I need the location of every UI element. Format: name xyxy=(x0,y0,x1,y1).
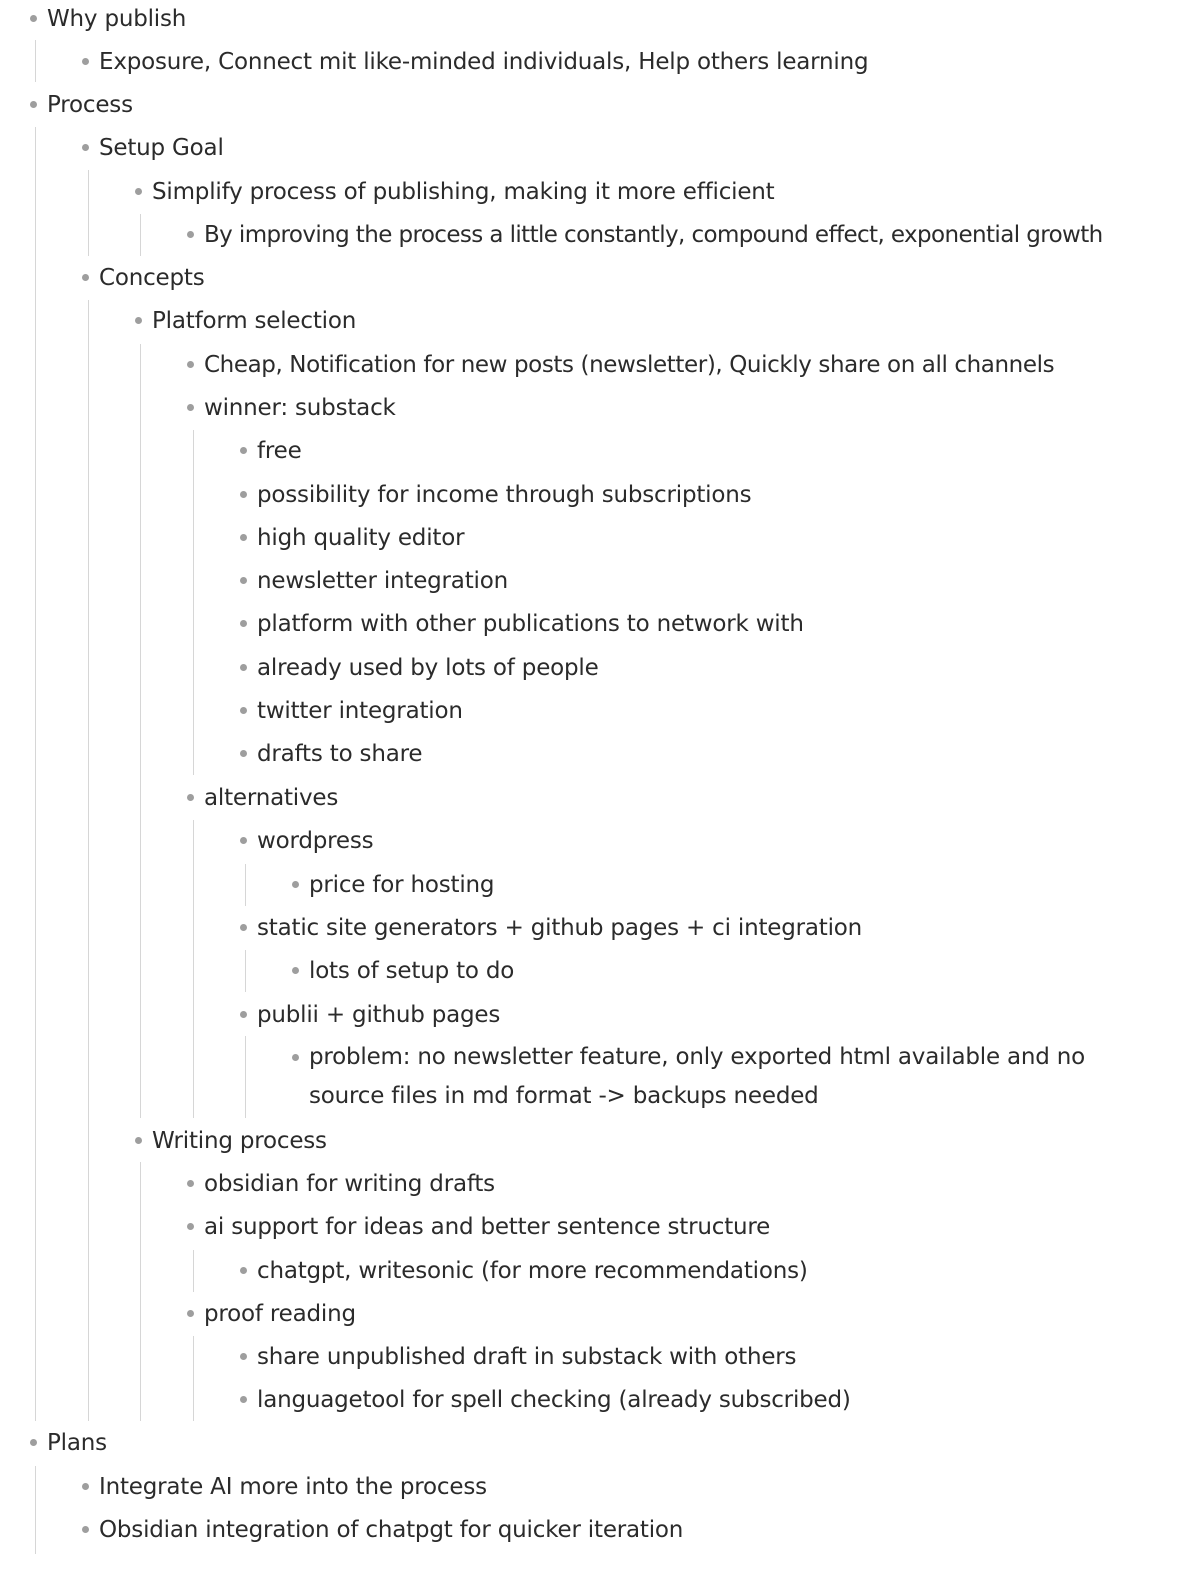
list-item-text[interactable]: problem: no newsletter feature, only exported html available and no source files in md format -> backups needed xyxy=(309,1044,1086,1109)
bullet-icon[interactable] xyxy=(135,317,142,324)
bullet-icon[interactable] xyxy=(240,1353,247,1360)
list-item-twitter-integration[interactable] xyxy=(238,692,1168,736)
indent-guide xyxy=(88,170,89,256)
list-item-text[interactable]: Exposure, Connect mit like-minded individuals, Help others learning xyxy=(99,49,869,75)
bullet-icon[interactable] xyxy=(30,1439,37,1446)
list-item-text[interactable]: Platform selection xyxy=(152,308,357,334)
bullet-icon[interactable] xyxy=(82,1526,89,1533)
list-item-winner-substack[interactable] xyxy=(185,389,1175,433)
list-item-simplify-process[interactable] xyxy=(133,173,1173,217)
list-item-text[interactable]: Why publish xyxy=(47,6,187,32)
list-item-free[interactable] xyxy=(238,432,1168,476)
bullet-icon[interactable] xyxy=(240,1396,247,1403)
list-item-text[interactable]: Simplify process of publishing, making it more efficient xyxy=(152,179,775,205)
list-item-editor[interactable] xyxy=(238,519,1168,563)
list-item-text[interactable]: proof reading xyxy=(204,1301,356,1327)
bullet-icon[interactable] xyxy=(135,188,142,195)
bullet-icon[interactable] xyxy=(82,274,89,281)
list-item-static-site[interactable] xyxy=(238,909,1168,953)
list-item-text[interactable]: languagetool for spell checking (already subscribed) xyxy=(257,1387,851,1413)
list-item-price-hosting[interactable] xyxy=(290,866,1170,910)
list-item-text[interactable]: By improving the process a little constantly, compound effect, exponential growth xyxy=(204,222,1103,248)
list-item-setup-goal[interactable] xyxy=(80,129,1170,173)
bullet-icon[interactable] xyxy=(240,491,247,498)
list-item-text[interactable]: possibility for income through subscriptions xyxy=(257,482,752,508)
bullet-icon[interactable] xyxy=(240,1011,247,1018)
bullet-icon[interactable] xyxy=(187,231,194,238)
bullet-icon[interactable] xyxy=(240,750,247,757)
indent-guide xyxy=(140,214,141,256)
list-item-obsidian-drafts[interactable] xyxy=(185,1165,1175,1209)
bullet-icon[interactable] xyxy=(240,664,247,671)
bullet-icon[interactable] xyxy=(82,144,89,151)
list-item-text[interactable]: obsidian for writing drafts xyxy=(204,1171,495,1197)
list-item-text[interactable]: lots of setup to do xyxy=(309,958,515,984)
indent-guide xyxy=(193,820,194,1118)
indent-guide xyxy=(245,1036,246,1118)
list-item-newsletter-integration[interactable] xyxy=(238,562,1168,606)
bullet-icon[interactable] xyxy=(240,577,247,584)
bullet-icon[interactable] xyxy=(292,967,299,974)
bullet-icon[interactable] xyxy=(30,101,37,108)
list-item-text[interactable]: Integrate AI more into the process xyxy=(99,1474,487,1500)
bullet-icon[interactable] xyxy=(135,1137,142,1144)
list-item-writing-process[interactable] xyxy=(133,1122,1173,1166)
list-item-text[interactable]: publii + github pages xyxy=(257,1002,501,1028)
list-item-obsidian-chatgpt[interactable] xyxy=(80,1511,1170,1555)
list-item-process[interactable] xyxy=(28,86,1168,130)
bullet-icon[interactable] xyxy=(187,1310,194,1317)
bullet-icon[interactable] xyxy=(187,1223,194,1230)
list-item-text[interactable]: alternatives xyxy=(204,785,339,811)
bullet-icon[interactable] xyxy=(292,1054,299,1061)
list-item-concepts[interactable] xyxy=(80,259,1170,303)
bullet-icon[interactable] xyxy=(187,361,194,368)
list-item-network[interactable] xyxy=(238,605,1168,649)
bullet-icon[interactable] xyxy=(82,1483,89,1490)
bullet-icon[interactable] xyxy=(187,1180,194,1187)
list-item-text[interactable]: Writing process xyxy=(152,1128,327,1154)
indent-guide xyxy=(193,1336,194,1421)
list-item-text[interactable]: already used by lots of people xyxy=(257,655,599,681)
indent-guide xyxy=(193,430,194,775)
indent-guide xyxy=(88,300,89,1421)
list-item-text[interactable]: Plans xyxy=(47,1430,107,1456)
bullet-icon[interactable] xyxy=(240,534,247,541)
list-item-chatgpt-writesonic[interactable] xyxy=(238,1252,1168,1296)
indent-guide xyxy=(35,40,36,82)
list-item-platform-selection[interactable] xyxy=(133,302,1173,346)
list-item-lots-of-people[interactable] xyxy=(238,649,1168,693)
indent-guide xyxy=(35,1466,36,1554)
list-item-share-draft[interactable] xyxy=(238,1338,1168,1382)
bullet-icon[interactable] xyxy=(240,707,247,714)
list-item-text[interactable]: chatgpt, writesonic (for more recommendations) xyxy=(257,1258,808,1284)
list-item-publii[interactable] xyxy=(238,996,1168,1040)
bullet-icon[interactable] xyxy=(82,58,89,65)
list-item-text[interactable]: twitter integration xyxy=(257,698,463,724)
bullet-icon[interactable] xyxy=(30,15,37,22)
list-item-text[interactable]: ai support for ideas and better sentence structure xyxy=(204,1214,771,1240)
bullet-icon[interactable] xyxy=(187,794,194,801)
list-item-alternatives[interactable] xyxy=(185,779,1175,823)
list-item-text[interactable]: winner: substack xyxy=(204,395,396,421)
bullet-icon[interactable] xyxy=(240,447,247,454)
list-item-integrate-ai[interactable] xyxy=(80,1468,1170,1512)
indent-guide xyxy=(140,1162,141,1421)
list-item-improving-process[interactable] xyxy=(185,216,1175,260)
list-item-proof-reading[interactable] xyxy=(185,1295,1175,1339)
indent-guide xyxy=(35,127,36,1421)
list-item-publii-problem[interactable] xyxy=(290,1039,1170,1121)
list-item-platform-criteria[interactable] xyxy=(185,346,1175,390)
list-item-text[interactable]: static site generators + github pages + ci integration xyxy=(257,915,863,941)
indent-guide xyxy=(245,950,246,992)
list-item-languagetool[interactable] xyxy=(238,1381,1168,1425)
bullet-icon[interactable] xyxy=(292,881,299,888)
list-item-text[interactable]: newsletter integration xyxy=(257,568,508,594)
list-item-text[interactable]: drafts to share xyxy=(257,741,423,767)
list-item-text[interactable]: Concepts xyxy=(99,265,205,291)
list-item-plans[interactable] xyxy=(28,1424,1168,1468)
bullet-icon[interactable] xyxy=(240,1267,247,1274)
list-item-wordpress[interactable] xyxy=(238,822,1168,866)
list-item-text[interactable]: Cheap, Notification for new posts (newsletter), Quickly share on all channels xyxy=(204,352,1055,378)
bullet-icon[interactable] xyxy=(240,620,247,627)
list-item-text[interactable]: wordpress xyxy=(257,828,374,854)
bullet-icon[interactable] xyxy=(187,404,194,411)
indent-guide xyxy=(140,344,141,1118)
list-item-lots-of-setup[interactable] xyxy=(290,952,1170,996)
indent-guide xyxy=(245,864,246,906)
list-item-drafts-to-share[interactable] xyxy=(238,735,1168,779)
list-item-ai-support[interactable] xyxy=(185,1208,1175,1252)
list-item-text[interactable]: platform with other publications to network with xyxy=(257,611,804,637)
list-item-why-publish[interactable] xyxy=(28,0,1168,44)
list-item-text[interactable]: Setup Goal xyxy=(99,135,224,161)
bullet-icon[interactable] xyxy=(240,837,247,844)
list-item-text[interactable]: share unpublished draft in substack with others xyxy=(257,1344,797,1370)
list-item-why-publish-reasons[interactable] xyxy=(80,43,1170,87)
list-item-text[interactable]: price for hosting xyxy=(309,872,495,898)
list-item-text[interactable]: high quality editor xyxy=(257,525,465,551)
list-item-text[interactable]: Process xyxy=(47,92,133,118)
list-item-income[interactable] xyxy=(238,476,1168,520)
list-item-text[interactable]: free xyxy=(257,438,302,464)
indent-guide xyxy=(193,1250,194,1292)
list-item-text[interactable]: Obsidian integration of chatpgt for quicker iteration xyxy=(99,1517,684,1543)
bullet-icon[interactable] xyxy=(240,924,247,931)
